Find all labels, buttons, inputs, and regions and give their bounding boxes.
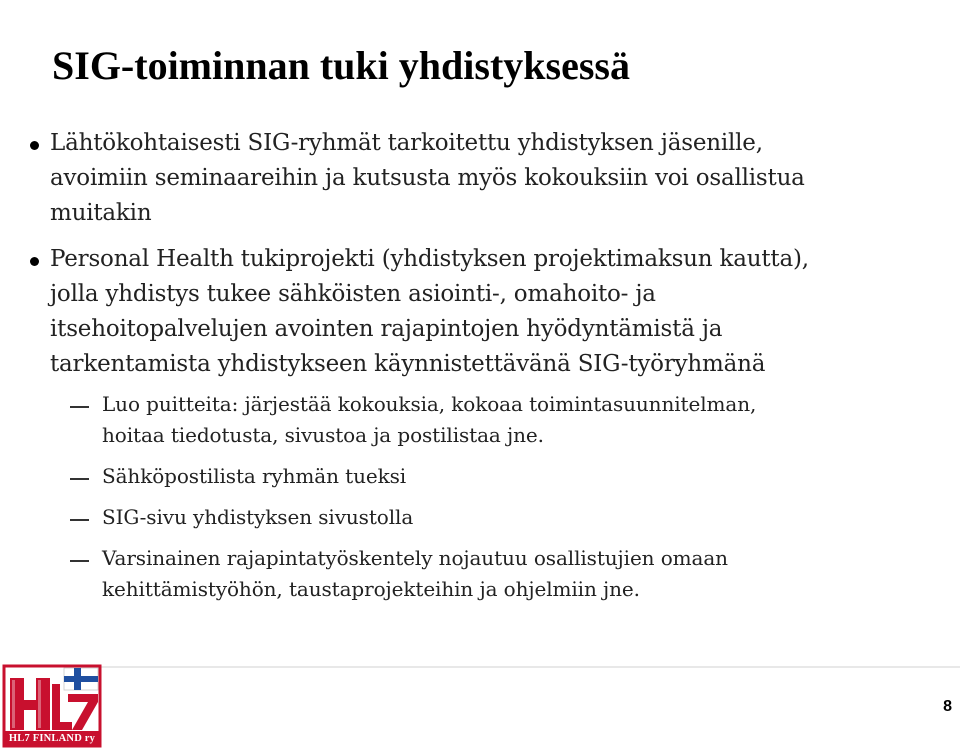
finnish-flag-icon bbox=[64, 668, 98, 690]
slide-title: SIG-toiminnan tuki yhdistyksessä bbox=[52, 43, 630, 88]
sub-bullet-item bbox=[30, 502, 930, 533]
footer-divider bbox=[100, 666, 960, 668]
sub-bullet-item bbox=[30, 389, 930, 451]
bullet-line: jolla yhdistys tukee sähköisten asiointi-, omahoito- ja bbox=[50, 281, 656, 307]
bullet-list bbox=[30, 126, 930, 615]
bullet-line: Lähtökohtaisesti SIG-ryhmät tarkoitettu yhdistyksen jäsenille, bbox=[50, 130, 763, 156]
bullet-line: muitakin bbox=[50, 200, 152, 226]
dash-icon bbox=[70, 478, 89, 480]
sub-bullet-line: Varsinainen rajapintatyöskentely nojautuu osallistujien omaan bbox=[102, 546, 728, 570]
bullet-line: tarkentamista yhdistykseen käynnistettävänä SIG-työryhmänä bbox=[50, 351, 766, 377]
bullet-dot-icon bbox=[30, 141, 39, 150]
sub-bullet-line: kehittämistyöhön, taustaprojekteihin ja ohjelmiin jne. bbox=[102, 577, 640, 601]
sub-bullet-line: Luo puitteita: järjestää kokouksia, kokoaa toimintasuunnitelman, bbox=[102, 392, 757, 416]
sub-bullet-line: SIG-sivu yhdistyksen sivustolla bbox=[102, 505, 414, 529]
bullet-item bbox=[30, 242, 930, 382]
bullet-line: itsehoitopalvelujen avointen rajapintojen hyödyntämistä ja bbox=[50, 316, 723, 342]
dash-icon bbox=[70, 406, 89, 408]
sub-bullet-line: Sähköpostilista ryhmän tueksi bbox=[102, 464, 407, 488]
bullet-line: avoimiin seminaareihin ja kutsusta myös kokouksiin voi osallistua bbox=[50, 165, 805, 191]
bullet-line: Personal Health tukiprojekti (yhdistyksen projektimaksun kautta), bbox=[50, 246, 809, 272]
page-number: 8 bbox=[943, 698, 952, 715]
sub-bullet-item bbox=[30, 461, 930, 492]
bullet-item bbox=[30, 126, 930, 231]
dash-icon bbox=[70, 560, 89, 562]
sub-bullet-item bbox=[30, 543, 930, 605]
sub-bullet-list bbox=[30, 389, 930, 605]
sub-bullet-line: hoitaa tiedotusta, sivustoa ja postilistaa jne. bbox=[102, 423, 544, 447]
bullet-dot-icon bbox=[30, 257, 39, 266]
logo-caption: HL7 FINLAND ry bbox=[4, 731, 100, 746]
dash-icon bbox=[70, 519, 89, 521]
